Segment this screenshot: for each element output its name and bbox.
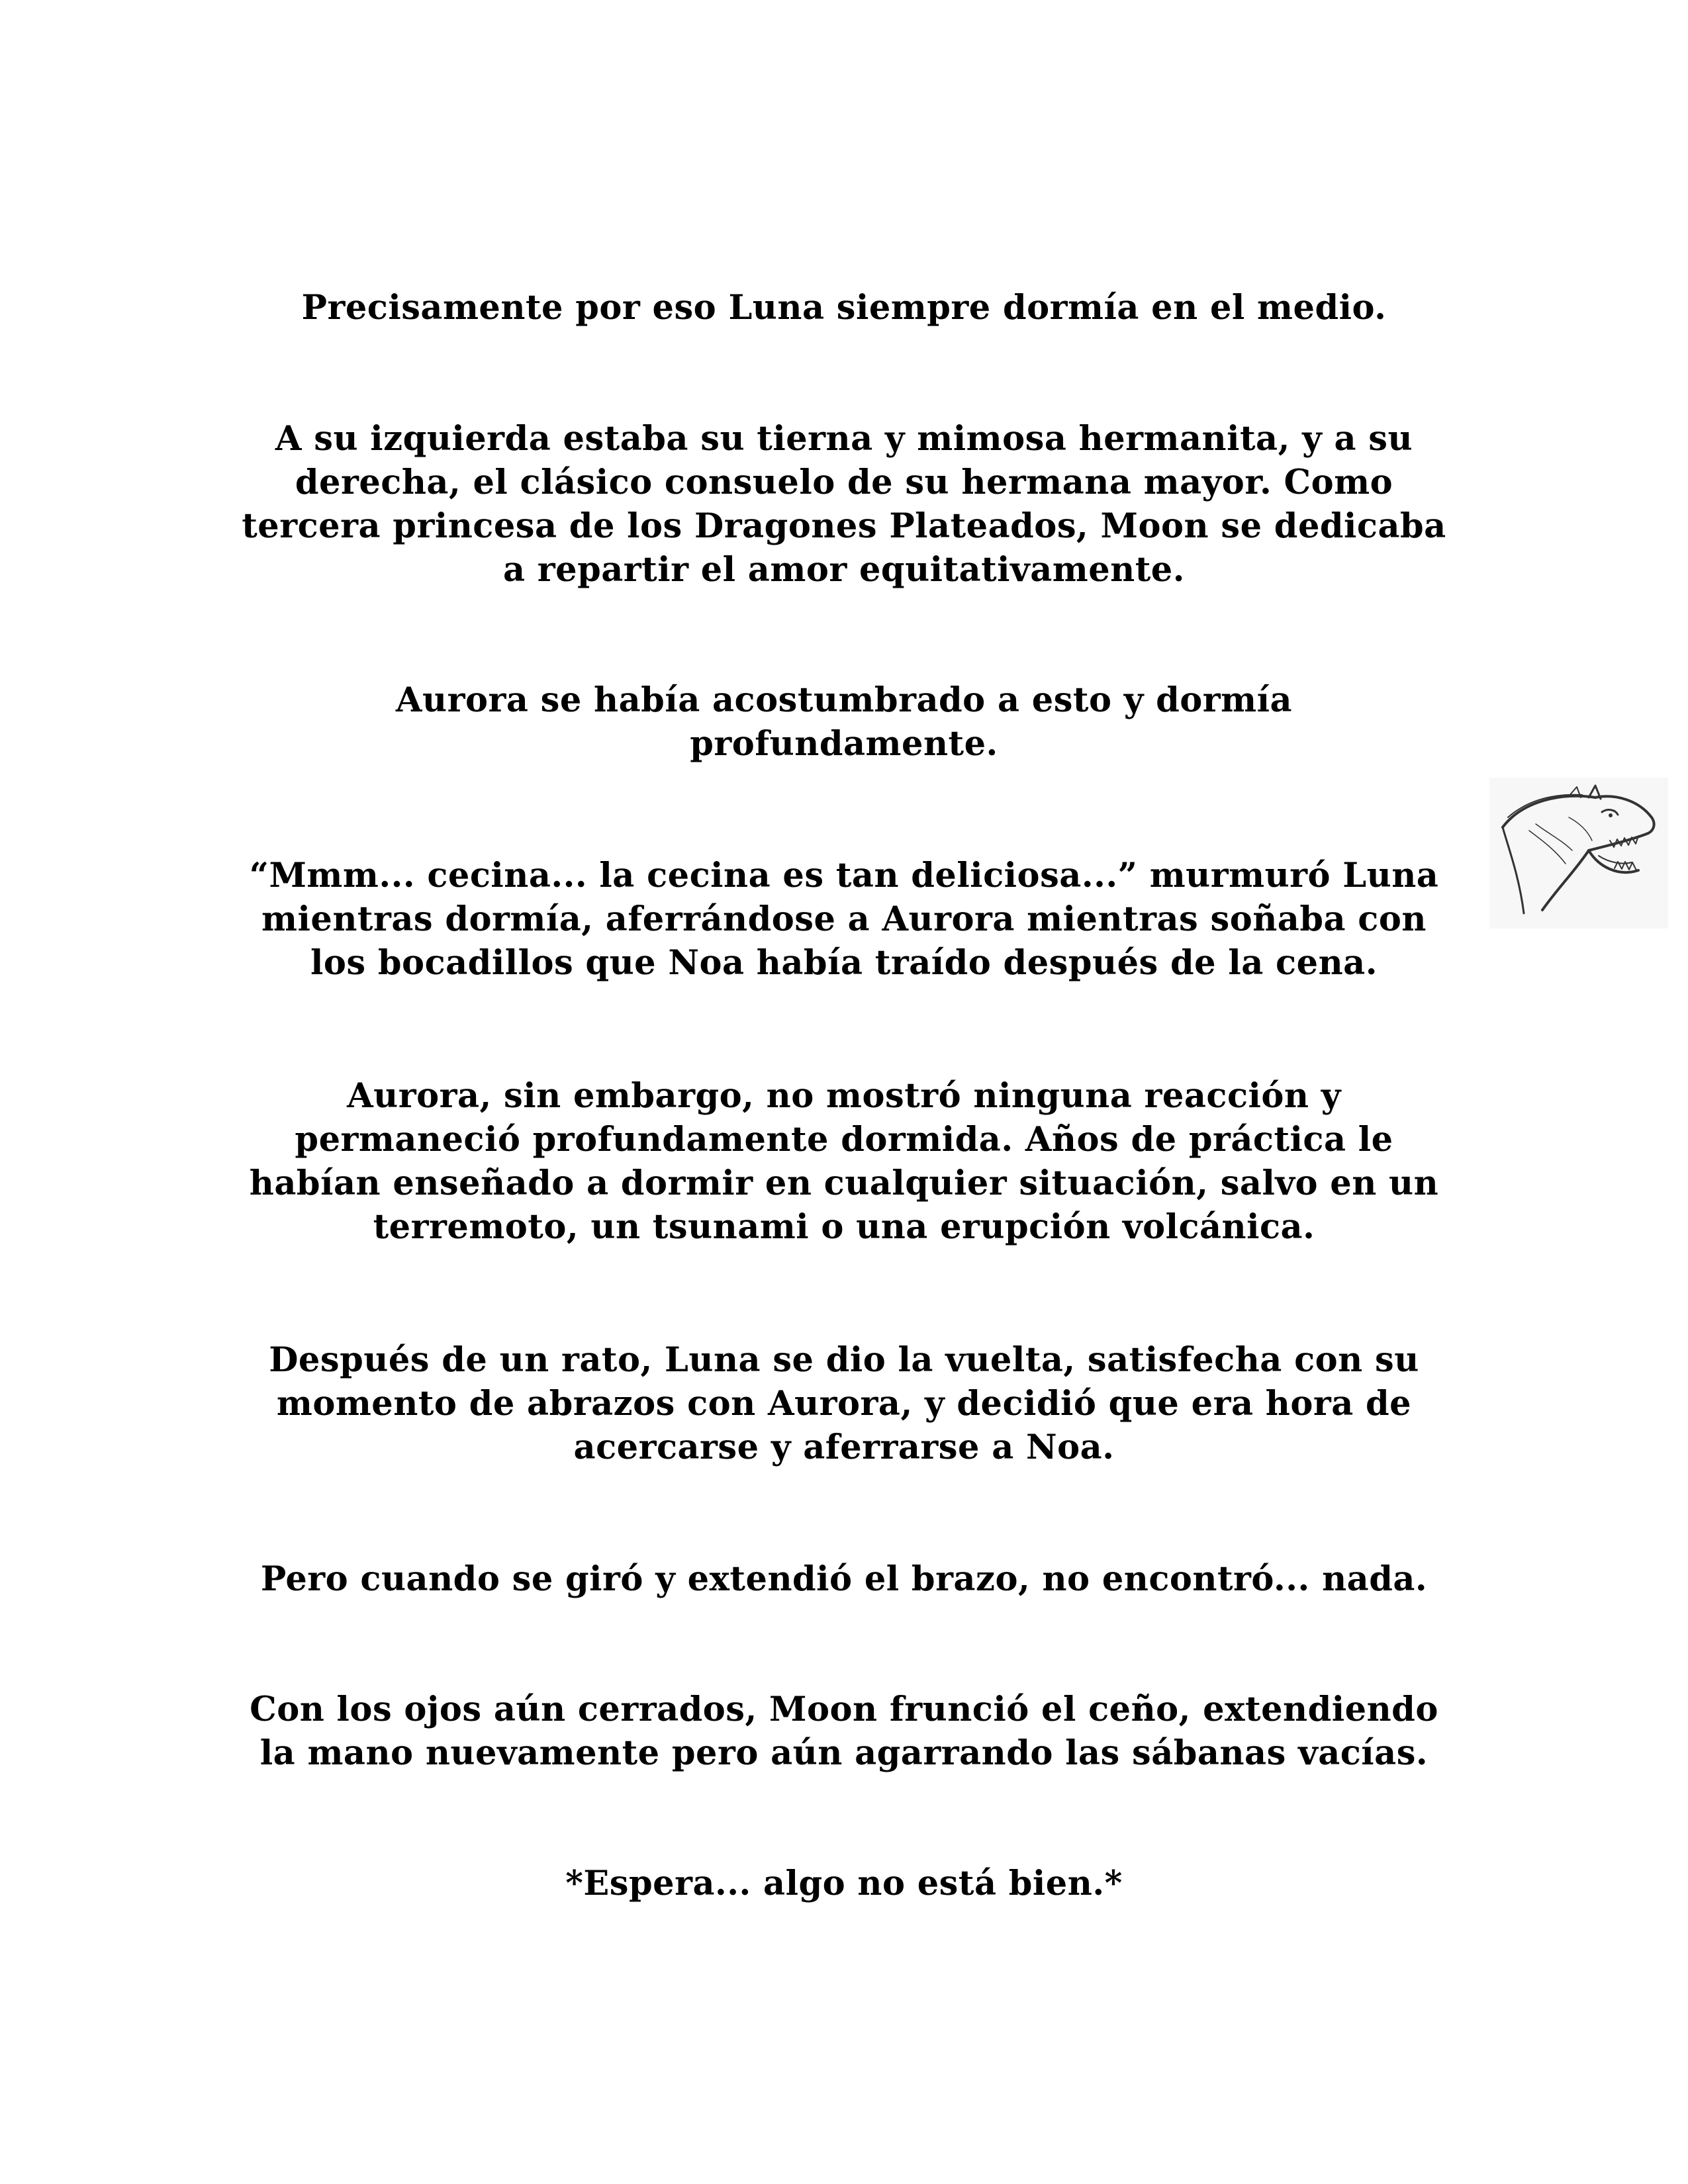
- paragraph: [199, 1338, 1489, 1469]
- paragraph: [199, 1862, 1489, 1905]
- paragraph: [199, 1688, 1489, 1775]
- dragon-head-sketch-icon: [1489, 778, 1668, 929]
- paragraph-text: Precisamente por eso Luna siempre dormía en el medio.: [301, 288, 1387, 328]
- paragraph: [199, 854, 1489, 985]
- paragraph: [199, 1557, 1489, 1601]
- paragraph-text: A su izquierda estaba su tierna y mimosa hermanita, y a su derecha, el clásico consuelo de su hermana mayor. Como tercera princesa de los Dragones Plateados, Moon se dedicaba a repartir el amor equitativamente.: [242, 419, 1446, 590]
- paragraph: [199, 417, 1489, 592]
- paragraph-text: *Espera... algo no está bien.*: [565, 1864, 1123, 1903]
- paragraph: [199, 678, 1489, 766]
- paragraph-text: Después de un rato, Luna se dio la vuelta, satisfecha con su momento de abrazos con Aurora, y decidió que era hora de acercarse y aferrarse a Noa.: [269, 1340, 1419, 1467]
- paragraph: [199, 286, 1489, 330]
- paragraph: [199, 1074, 1489, 1249]
- paragraph-text: Pero cuando se giró y extendió el brazo, no encontró... nada.: [260, 1559, 1428, 1599]
- paragraph-text: “Mmm... cecina... la cecina es tan deliciosa...” murmuró Luna mientras dormía, aferrándose a Aurora mientras soñaba con los bocadillos que Noa había traído después de la cena.: [249, 856, 1439, 983]
- paragraph-text: Aurora se había acostumbrado a esto y dormía profundamente.: [395, 680, 1293, 764]
- paragraph-text: Aurora, sin embargo, no mostró ninguna reacción y permaneció profundamente dormida. Años de práctica le habían enseñado a dormir en cualquier situación, salvo en un terremoto, un tsunami o una erupción volcánica.: [249, 1076, 1439, 1247]
- paragraph-text: Con los ojos aún cerrados, Moon frunció el ceño, extendiendo la mano nuevamente pero aún agarrando las sábanas vacías.: [250, 1690, 1438, 1773]
